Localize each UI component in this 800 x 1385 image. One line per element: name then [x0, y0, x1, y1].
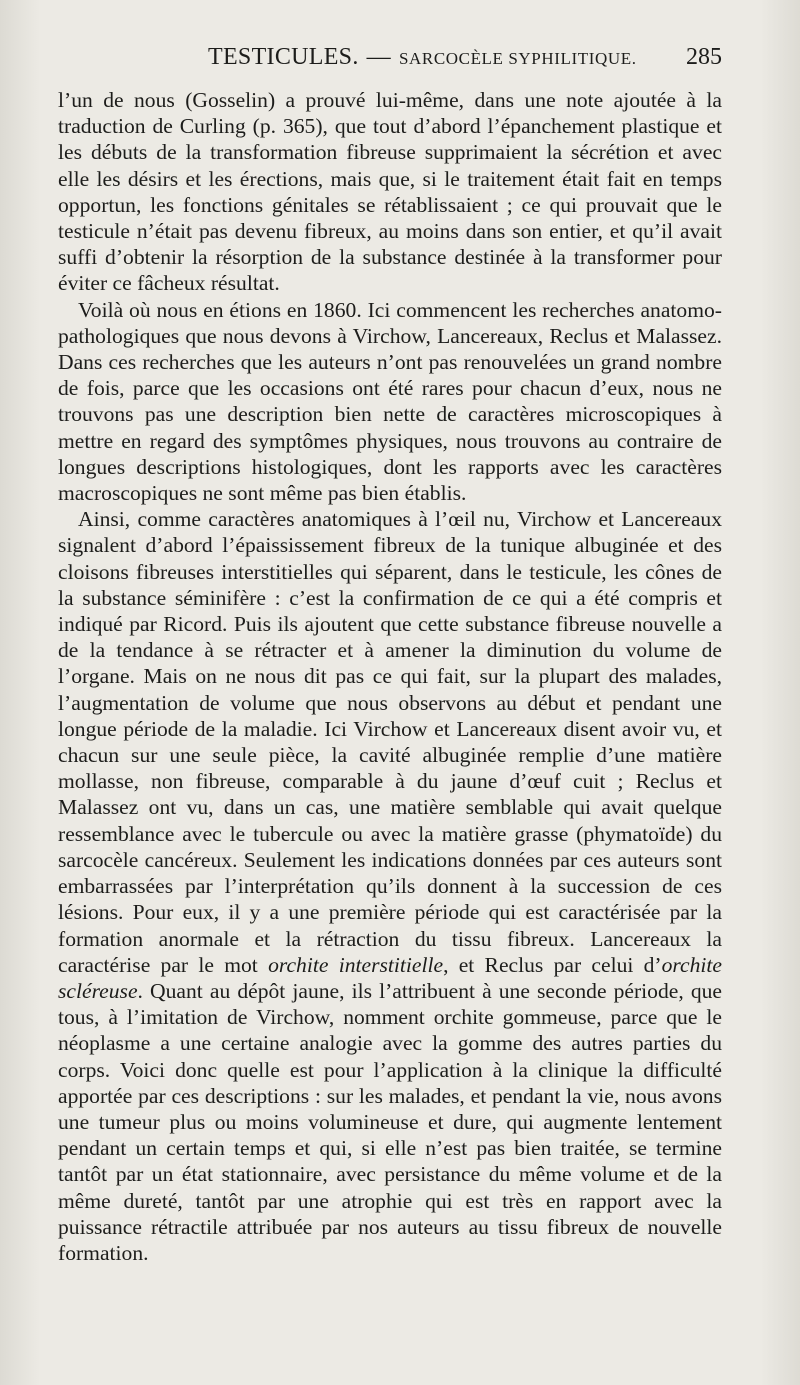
body-text — [58, 87, 722, 1266]
running-title — [208, 44, 637, 71]
paragraph-3-text-c: . Quant au dépôt jaune, ils l’attribuent à une seconde période, que tous, à l’imitation de Virchow, nomment orchite gommeuse, parce que le néoplasme a une certaine analogie avec la gomme des autres parties du corps. Voici donc quelle est pour l’application à la clinique la difficulté apportée par ces descriptions : sur les malades, et pendant la vie, nous avons une tumeur plus ou moins volumineuse et dure, qui augmente lentement pendant un certain temps et qui, si elle n’est pas bien traitée, se termine tantôt par un état stationnaire, avec persistance du même volume et de la même dureté, tantôt par une atrophie qui est très en rapport avec la puissance rétractile attribuée par nos auteurs au tissu fibreux de nouvelle formation. — [58, 978, 722, 1265]
paragraph-1-text: l’un de nous (Gosselin) a prouvé lui-même, dans une note ajoutée à la traduction de Curling (p. 365), que tout d’abord l’épanchement plastique et les débuts de la transformation fibreuse supprimaient la sécrétion et avec elle les désirs et les érections, mais que, si le traitement était fait en temps opportun, les fonctions génitales se rétablissaient ; ce qui prouvait que le testicule n’était pas devenu fibreux, au moins dans son entier, et qu’il avait suffi d’obtenir la résorption de la substance destinée à la transformer pour éviter ce fâcheux résultat. — [58, 88, 722, 296]
running-header — [58, 44, 722, 80]
paragraph-1 — [58, 87, 722, 297]
paragraph-2 — [58, 297, 722, 507]
paragraph-3-text-b: , et Reclus par celui d’ — [443, 952, 662, 977]
paragraph-3-italic-b: orchite scléreuse — [58, 952, 722, 1003]
paragraph-3 — [58, 506, 722, 1266]
header-subtitle: SARCOCÈLE SYPHILITIQUE. — [398, 49, 637, 68]
header-title: TESTICULES. — [208, 44, 359, 70]
paragraph-3-text-a: Ainsi, comme caractères anatomiques à l’œil nu, Virchow et Lancereaux signalent d’abord l’épaississement fibreux de la tunique albuginée et des cloisons fibreuses interstitielles qui séparent, dans le testicule, les cônes de la substance séminifère : c’est la confirmation de ce qui a été compris et indiqué par Ricord. Puis ils ajoutent que cette substance fibreuse nouvelle a de la tendance à se rétracter et à amener la diminution du volume de l’organe. Mais on ne nous dit pas ce qui fait, sur la plupart des malades, l’augmentation de volume que nous observons au début et pendant une longue période de la maladie. Ici Virchow et Lancereaux disent avoir vu, et chacun sur une seule pièce, la cavité albuginée remplie d’une matière mollasse, non fibreuse, comparable à du jaune d’œuf cuit ; Reclus et Malassez ont vu, dans un cas, une matière semblable qui avait quelque ressemblance avec le tubercule ou avec la matière grasse (phymatoïde) du sarcocèle cancéreux. Seulement les indications données par ces auteurs sont embarrassées par l’interprétation qu’ils donnent à la succession de ces lésions. Pour eux, il y a une première période qui est caractérisée par la formation anormale et la rétraction du tissu fibreux. Lancereaux la caractérise par le mot — [58, 507, 722, 977]
paragraph-2-text: Voilà où nous en étions en 1860. Ici commencent les recherches anatomo-pathologiques que nous devons à Virchow, Lancereaux, Reclus et Malassez. Dans ces recherches que les auteurs n’ont pas renouvelées un grand nombre de fois, parce que les occasions ont été rares pour chacun d’eux, nous ne trouvons pas une description bien nette de caractères microscopiques à mettre en regard des symptômes physiques, nous trouvons au contraire de longues descriptions histologiques, dont les rapports avec les caractères macroscopiques ne sont même pas bien établis. — [58, 297, 722, 506]
header-separator: — — [366, 44, 391, 70]
page-number: 285 — [686, 44, 722, 70]
paragraph-3-italic-a: orchite interstitielle — [268, 952, 444, 977]
